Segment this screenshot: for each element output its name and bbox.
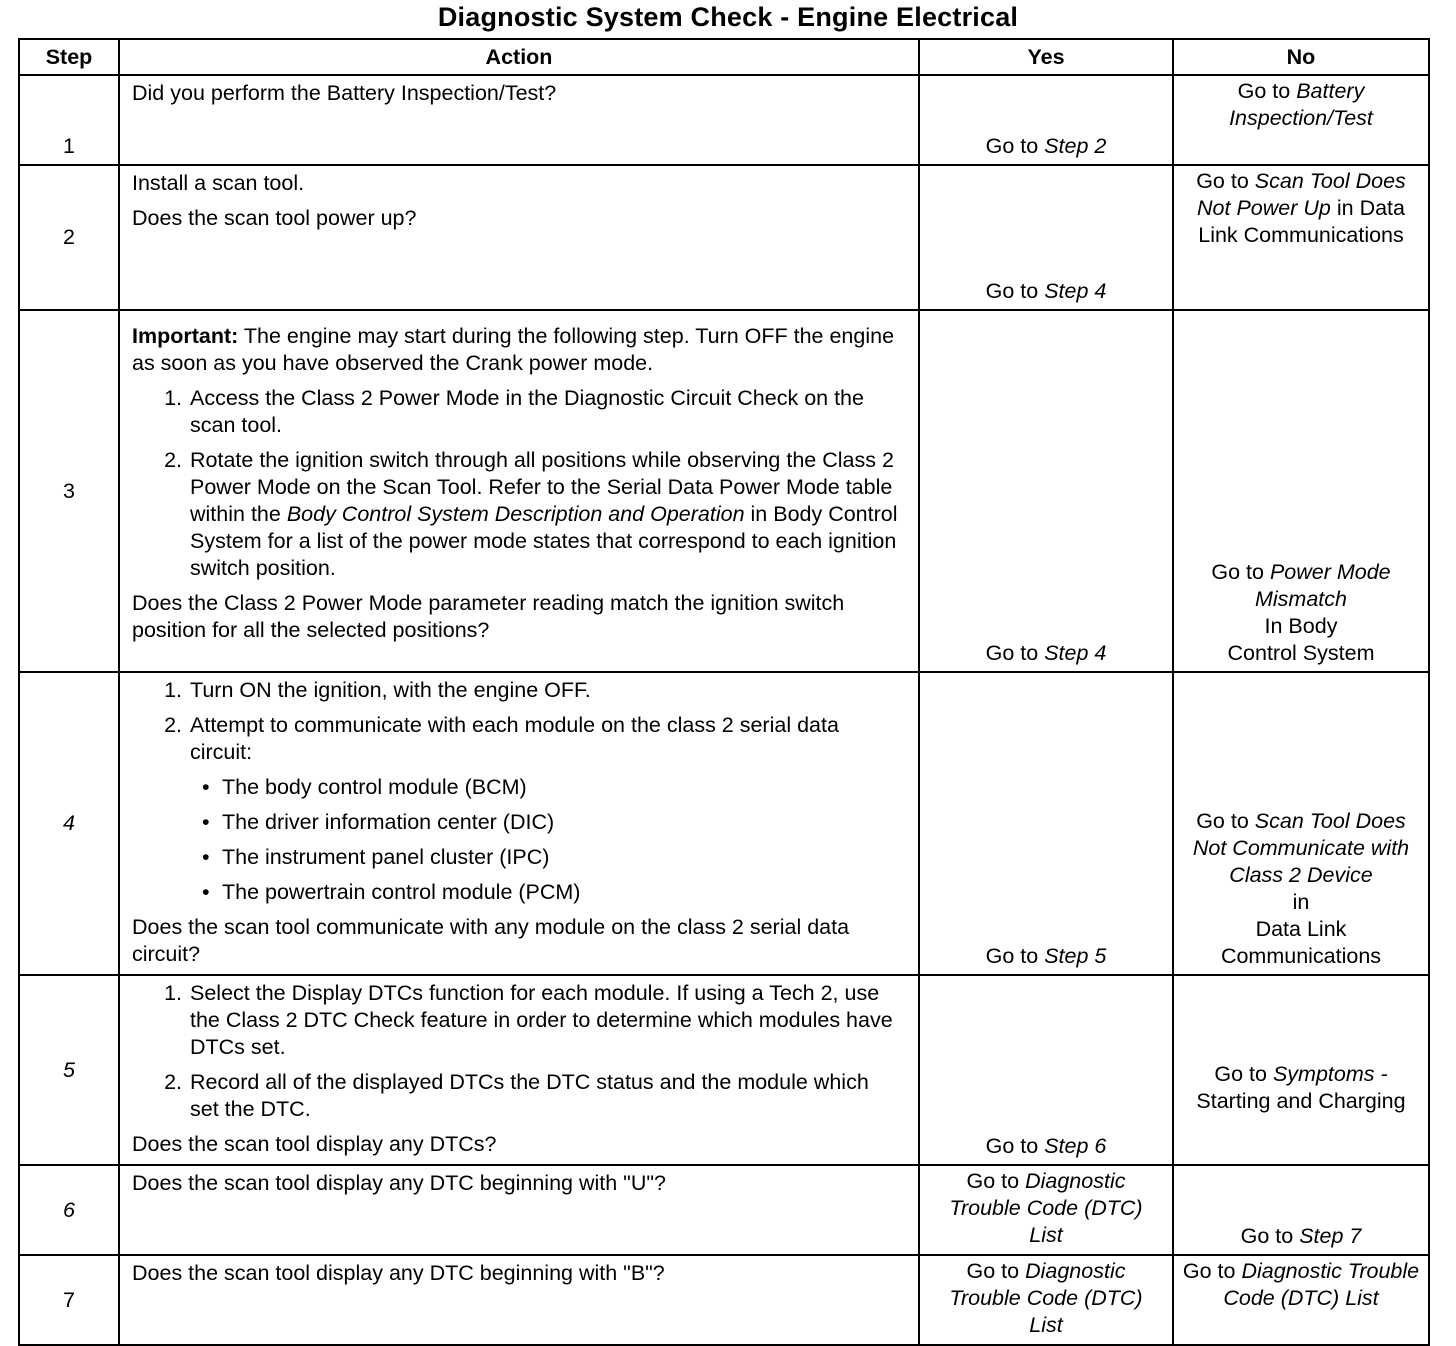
important-note [132,323,902,377]
action-cell [119,1255,919,1345]
header-no: No [1173,39,1429,75]
action-question: Does the scan tool display any DTC beginning with "B"? [132,1261,665,1285]
item-text: Attempt to communicate with each module on the class 2 serial data circuit: [190,713,839,764]
no-suffix: Data Link Communications [1220,917,1382,968]
no-link[interactable]: Symptoms - [1272,1062,1388,1086]
table-row [19,1165,1429,1255]
yes-prefix: Go to [966,1259,1020,1283]
no-suffix: Data Link Communications [1198,196,1405,247]
action-cell [119,975,919,1165]
procedure-list [132,677,902,766]
yes-link[interactable]: Step 6 [1044,1134,1107,1158]
no-cell [1173,310,1429,672]
action-question: Did you perform the Battery Inspection/Test? [132,81,557,105]
header-yes: Yes [919,39,1173,75]
yes-prefix: Go to [985,641,1039,665]
step-number: 4 [19,672,119,975]
no-link[interactable]: Diagnostic Trouble Code (DTC) List [1223,1259,1420,1310]
no-prefix: Go to [1196,169,1249,193]
action-cell [119,672,919,975]
action-question: Does the scan tool display any DTC beginning with "U"? [132,1171,666,1195]
reference-link[interactable]: Body Control System Description and Operation [286,502,745,526]
no-prefix: Go to [1196,809,1249,833]
yes-prefix: Go to [985,944,1039,968]
list-item [188,712,902,766]
table-row [19,165,1429,310]
yes-link[interactable]: Step 4 [1044,641,1107,665]
list-item: • The instrument panel cluster (IPC) [222,844,902,871]
page-title: Diagnostic System Check - Engine Electrical [437,2,1019,32]
step-number: 7 [19,1255,119,1345]
no-link[interactable]: Scan Tool Does Not Communicate with Class 2 Device [1192,809,1410,887]
table-row [19,310,1429,672]
table-row [19,672,1429,975]
no-suffix: Control System [1227,641,1375,665]
yes-cell [919,1165,1173,1255]
action-cell [119,165,919,310]
step-number: 6 [19,1165,119,1255]
step-number: 1 [19,75,119,165]
no-link[interactable]: Step 7 [1299,1224,1362,1248]
header-action: Action [119,39,919,75]
procedure-list [132,385,902,582]
module-list [132,774,902,906]
important-label: Important: [132,324,239,348]
no-link[interactable]: Scan Tool Does Not Power Up [1197,169,1406,220]
item-text: in Body Control [750,502,898,526]
list-item: • The powertrain control module (PCM) [222,879,902,906]
no-cell [1173,75,1429,165]
no-cell [1173,975,1429,1165]
yes-link[interactable]: Step 5 [1044,944,1107,968]
no-prefix: Go to [1237,79,1291,103]
yes-cell [919,672,1173,975]
no-suffix: Starting and Charging [1196,1089,1406,1113]
step-number: 3 [19,310,119,672]
yes-link[interactable]: Step 2 [1044,134,1107,158]
list-item: • The driver information center (DIC) [222,809,902,836]
no-prefix: Go to [1182,1259,1236,1283]
no-link[interactable]: Battery Inspection/Test [1229,79,1373,130]
item-text: System for a list of the power mode states that correspond to each ignition switch position. [190,529,897,580]
yes-cell [919,310,1173,672]
yes-cell [919,1255,1173,1345]
no-mid: In Body [1264,614,1338,638]
no-link[interactable]: Power Mode Mismatch [1255,560,1391,611]
yes-cell [919,75,1173,165]
list-item: 1. Turn ON the ignition, with the engine OFF. [188,677,902,704]
yes-prefix: Go to [985,1134,1039,1158]
table-row [19,75,1429,165]
list-item: 1. Select the Display DTCs function for each module. If using a Tech 2, use the Class 2 DTC Check feature in order to determine which modules have DTCs set. [188,980,902,1061]
action-cell [119,1165,919,1255]
no-mid: in [1336,196,1354,220]
yes-prefix: Go to [985,134,1039,158]
important-text: The engine may start during the following step. Turn OFF the engine as soon as you have observed the Crank power mode. [132,324,895,375]
yes-cell [919,975,1173,1165]
action-cell [119,310,919,672]
yes-prefix: Go to [966,1169,1020,1193]
action-question: Does the Class 2 Power Mode parameter reading match the ignition switch position for all the selected positions? [132,591,845,642]
header-row [19,39,1429,75]
action-question: Does the scan tool display any DTCs? [132,1132,497,1156]
no-cell [1173,672,1429,975]
action-intro: Install a scan tool. [132,171,305,195]
yes-cell [919,165,1173,310]
action-question: Does the scan tool communicate with any module on the class 2 serial data circuit? [132,915,850,966]
no-prefix: Go to [1240,1224,1294,1248]
no-prefix: Go to [1214,1062,1267,1086]
yes-link[interactable]: Step 4 [1044,279,1107,303]
list-item: 1. Access the Class 2 Power Mode in the Diagnostic Circuit Check on the scan tool. [188,385,902,439]
no-mid: in [1292,890,1310,914]
no-cell [1173,165,1429,310]
action-question: Does the scan tool power up? [132,206,417,230]
procedure-list [132,980,902,1123]
list-item: 2. Record all of the displayed DTCs the DTC status and the module which set the DTC. [188,1069,902,1123]
step-number: 2 [19,165,119,310]
item-text: Rotate the ignition switch through all positions while observing the Class 2 Power Mode on the Scan Tool. Refer to the Serial Data Power Mode table within the [190,448,894,526]
list-item [188,447,902,582]
table-row [19,975,1429,1165]
yes-link[interactable]: Diagnostic Trouble Code (DTC) List [949,1169,1143,1247]
step-number: 5 [19,975,119,1165]
no-cell [1173,1255,1429,1345]
yes-prefix: Go to [985,279,1039,303]
no-cell [1173,1165,1429,1255]
diagnostic-table [18,38,1430,1346]
header-step: Step [19,39,119,75]
list-item: • The body control module (BCM) [222,774,902,801]
table-row [19,1255,1429,1345]
no-prefix: Go to [1211,560,1264,584]
action-cell [119,75,919,165]
yes-link[interactable]: Diagnostic Trouble Code (DTC) List [949,1259,1143,1337]
